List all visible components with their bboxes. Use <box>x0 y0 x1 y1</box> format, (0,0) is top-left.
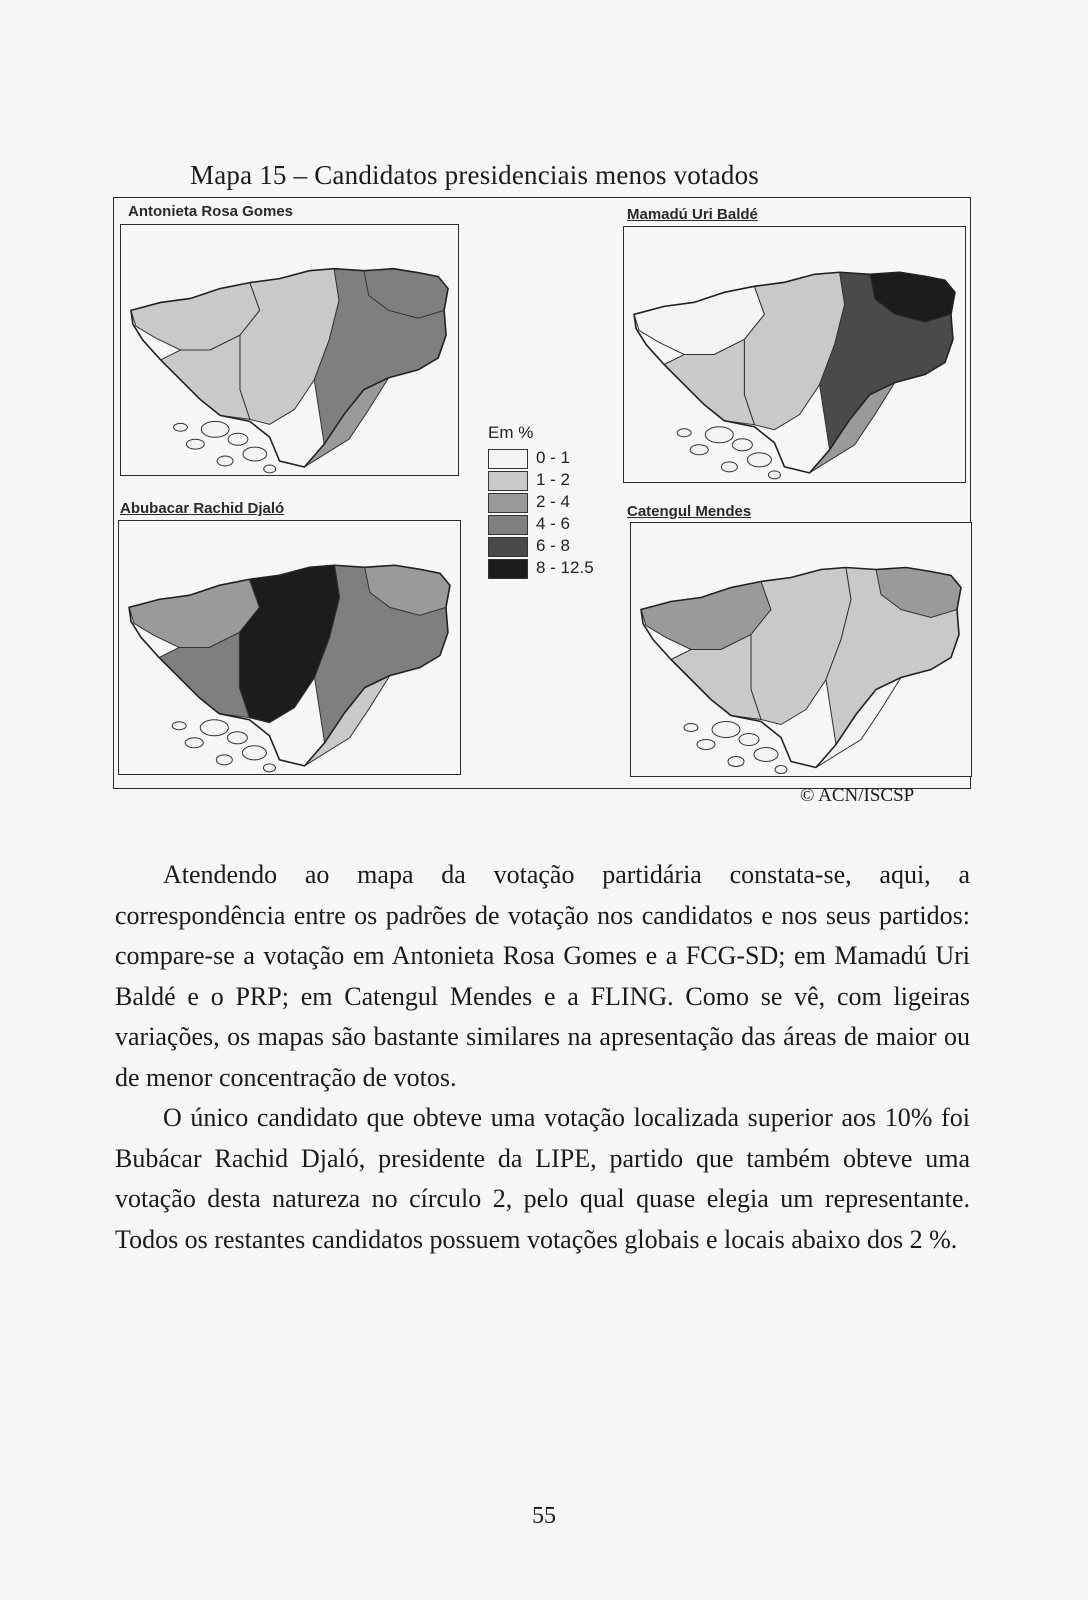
map-title: Mapa 15 – Candidatos presidenciais menos votados <box>190 160 759 190</box>
map-antonieta-rosa-gomes <box>120 224 459 476</box>
island <box>172 722 186 730</box>
island <box>228 433 248 445</box>
legend-item <box>488 469 628 491</box>
island <box>712 722 740 738</box>
legend-swatch <box>488 471 528 491</box>
map-label-mamadu: Mamadú Uri Baldé <box>627 206 758 223</box>
island <box>185 738 203 748</box>
legend-title: Em % <box>488 423 534 442</box>
map-catengul-mendes <box>630 522 972 777</box>
island <box>768 471 780 479</box>
island <box>705 427 733 443</box>
island <box>242 746 266 760</box>
island <box>721 462 737 472</box>
legend-item <box>488 535 628 557</box>
legend-range: 8 - 12.5 <box>536 558 594 577</box>
island <box>243 447 267 461</box>
legend-swatch <box>488 449 528 469</box>
legend-item <box>488 557 628 579</box>
paragraph: O único candidato que obteve uma votação localizada superior aos 10% foi Bubácar Rachid Djaló, presidente da LIPE, partido que também obteve uma votação desta natureza no círculo 2, pelo qual quase elegia um representante. Todos os restantes candidatos possuem votações globais e locais abaixo dos 2 %. <box>115 1103 970 1254</box>
legend-swatch <box>488 493 528 513</box>
legend-item <box>488 491 628 513</box>
island <box>739 734 759 746</box>
legend-range: 4 - 6 <box>536 514 571 533</box>
legend-swatch <box>488 515 528 535</box>
map-label-antonieta: Antonieta Rosa Gomes <box>128 203 294 220</box>
island <box>677 429 691 437</box>
map-label-abubacar: Abubacar Rachid Djaló <box>120 500 285 517</box>
legend-item <box>488 513 628 535</box>
island <box>174 423 188 431</box>
map-abubacar-rachid-djalo <box>118 520 461 775</box>
map-mamadu-uri-balde <box>623 226 966 483</box>
island <box>200 720 228 736</box>
island <box>217 456 233 466</box>
island <box>747 453 771 467</box>
page-number: 55 <box>532 1503 556 1529</box>
island <box>697 740 715 750</box>
island <box>732 439 752 451</box>
island <box>775 766 787 774</box>
island <box>186 439 204 449</box>
legend-range: 0 - 1 <box>536 448 571 467</box>
paragraph: Atendendo ao mapa da votação partidária constata-se, aqui, a correspondência entre os padrões de votação nos candidatos e nos seus partidos: compare-se a votação em Antonieta Rosa Gomes e a FCG-SD; em Mamadú Uri Baldé e o PRP; em Catengul Mendes e a FLING. Como se vê, com ligeiras variações, os mapas são bastante similares na apresentação das áreas de maior ou de menor concentração de votos. <box>115 860 970 1092</box>
legend-swatch <box>488 537 528 557</box>
island <box>754 748 778 762</box>
island <box>728 757 744 767</box>
map-label-catengul: Catengul Mendes <box>627 503 752 520</box>
legend-item <box>488 447 628 469</box>
legend-range: 2 - 4 <box>536 492 571 511</box>
island <box>201 421 229 437</box>
island <box>684 724 698 732</box>
island <box>264 465 276 473</box>
island <box>227 732 247 744</box>
legend-range: 6 - 8 <box>536 536 571 555</box>
island <box>216 755 232 765</box>
copyright-credit: © ACN/ISCSP <box>800 785 915 806</box>
legend-swatch <box>488 559 528 579</box>
island <box>263 764 275 772</box>
body-text <box>115 855 970 1260</box>
legend-range: 1 - 2 <box>536 470 571 489</box>
island <box>690 445 708 455</box>
